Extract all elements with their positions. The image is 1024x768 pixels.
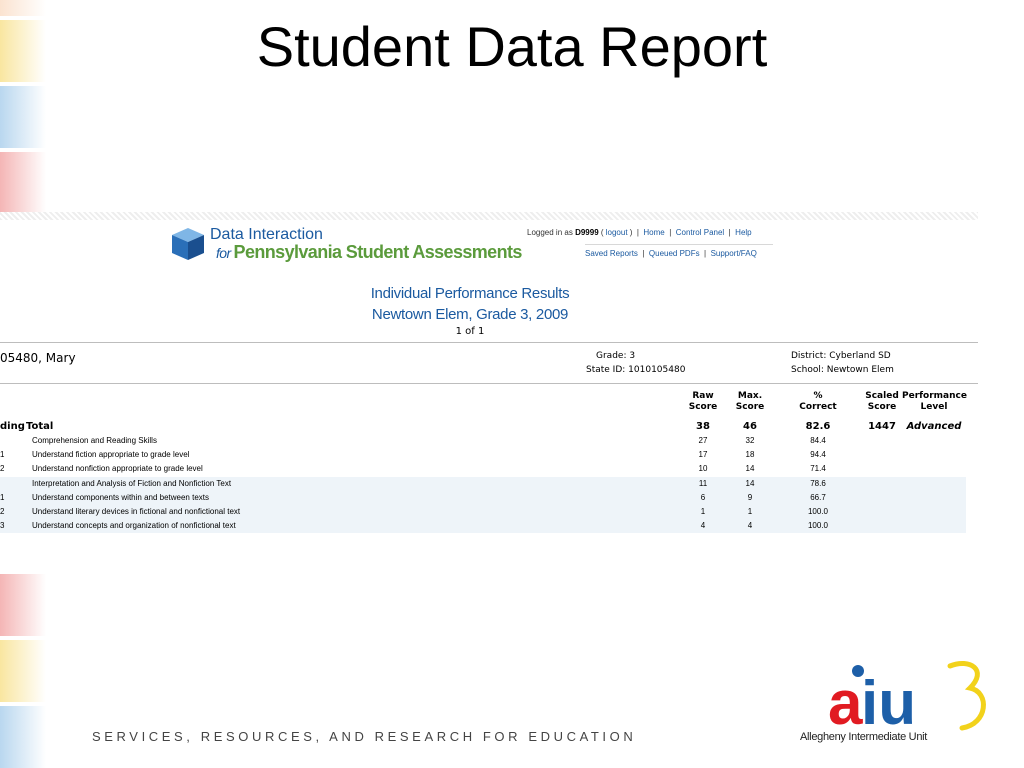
total-scaled-score: 1447 [868, 421, 896, 432]
slide-title: Student Data Report [256, 15, 768, 78]
results-table [0, 434, 966, 533]
student-name: 05480, Mary [0, 351, 76, 365]
user-nav: Logged in as D9999 ( logout ) | Home | Control Panel | Help [527, 228, 752, 237]
total-percent-correct: 82.6 [805, 421, 831, 432]
queued-pdfs-link[interactable]: Queued PDFs [648, 249, 700, 258]
student-state-id: State ID: 1010105480 [586, 365, 686, 375]
student-district: District: Cyberland SD [791, 351, 891, 361]
user-id: D9999 [575, 228, 599, 237]
org-name: Allegheny Intermediate Unit [800, 731, 928, 743]
control-panel-link[interactable]: Control Panel [675, 228, 725, 237]
page-indicator: 1 of 1 [455, 326, 485, 337]
table-row: 2 Understand literary devices in fictional and nonfictional text 1 1 100.0 [0, 505, 966, 519]
logout-link[interactable]: logout [605, 228, 628, 237]
col-header-raw-score: Raw Score [688, 391, 718, 412]
total-raw-score: 38 [696, 421, 710, 432]
table-row: 1 Understand components within and between texts 6 9 66.7 [0, 491, 966, 505]
decorative-strip-bottom [0, 574, 46, 768]
col-header-percent-correct: % Correct [799, 391, 837, 412]
logo-subtitle: for Pennsylvania Student Assessments [216, 242, 522, 262]
student-school: School: Newtown Elem [791, 365, 894, 375]
performance-level: Advanced [906, 421, 962, 432]
nav-divider [585, 244, 773, 245]
help-link[interactable]: Help [735, 228, 752, 237]
subject-label: ding [0, 421, 25, 432]
table-row: 2 Understand nonfiction appropriate to grade level 10 14 71.4 [0, 464, 826, 474]
aiu-logo-a: a [828, 669, 863, 738]
col-header-performance-level: Performance Level [902, 391, 967, 412]
report-subtitle: Newtown Elem, Grade 3, 2009 [371, 306, 569, 323]
total-label: Total [26, 421, 54, 432]
student-grade: Grade: 3 [596, 351, 636, 361]
divider [0, 383, 978, 384]
total-max-score: 46 [743, 421, 757, 432]
table-row: 1 Understand fiction appropriate to grade level 17 18 94.4 [0, 450, 826, 460]
cube-icon [170, 226, 206, 262]
table-row: Comprehension and Reading Skills 27 32 84.4 [32, 436, 826, 445]
app-logo[interactable] [170, 226, 522, 266]
table-row: Interpretation and Analysis of Fiction and Nonfiction Text 11 14 78.6 [0, 477, 966, 491]
saved-reports-link[interactable]: Saved Reports [585, 249, 638, 258]
report-screenshot [0, 212, 978, 542]
col-header-max-score: Max. Score [735, 391, 765, 412]
table-row: 3 Understand concepts and organization of nonfictional text 4 4 100.0 [0, 519, 966, 533]
header-pattern-bar [0, 212, 978, 220]
col-header-scaled-score: Scaled Score [865, 391, 899, 412]
logo-title: Data Interaction [210, 226, 323, 243]
home-link[interactable]: Home [643, 228, 665, 237]
aiu-logo-iu: iu [861, 669, 917, 738]
totals-row [0, 421, 978, 435]
sub-nav: Saved Reports | Queued PDFs | Support/FAQ [585, 249, 757, 258]
support-faq-link[interactable]: Support/FAQ [710, 249, 757, 258]
divider [0, 342, 978, 343]
footer-tagline: SERVICES, RESOURCES, AND RESEARCH FOR EDUCATION [92, 729, 637, 744]
report-title: Individual Performance Results [370, 285, 570, 302]
